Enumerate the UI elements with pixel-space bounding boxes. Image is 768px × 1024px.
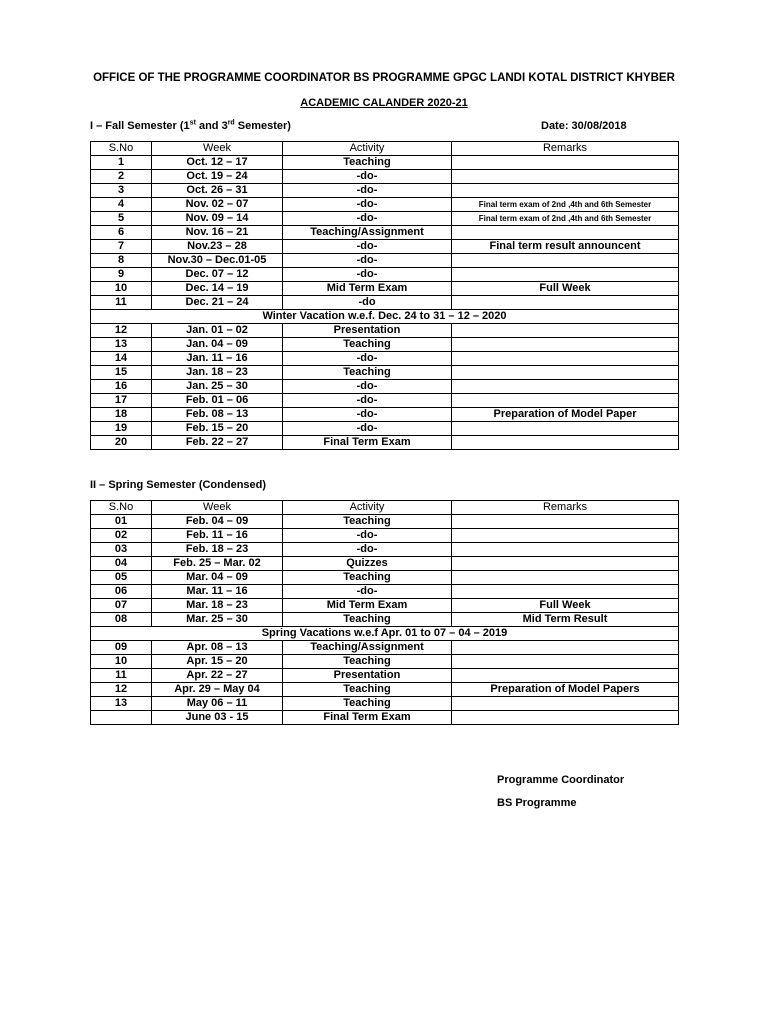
cell-activity: -do-: [283, 240, 452, 254]
cell-activity: Presentation: [283, 669, 452, 683]
cell-remarks: Full Week: [452, 599, 679, 613]
cell-activity: -do-: [283, 268, 452, 282]
vacation-row: [91, 627, 679, 641]
cell-activity: Teaching: [283, 697, 452, 711]
cell-activity: -do-: [283, 543, 452, 557]
cell-sno: 08: [91, 613, 152, 627]
fall-heading-sup1: st: [189, 119, 196, 127]
cell-sno: 18: [91, 408, 152, 422]
cell-week: Mar. 25 – 30: [152, 613, 283, 627]
cell-remarks: [452, 571, 679, 585]
cell-activity: Mid Term Exam: [283, 282, 452, 296]
fall-heading-sup2: rd: [227, 119, 235, 127]
document-date: Date: 30/08/2018: [541, 120, 627, 132]
cell-week: Apr. 22 – 27: [152, 669, 283, 683]
table-row: [91, 599, 679, 613]
table-row: [91, 184, 679, 198]
cell-remarks: [452, 226, 679, 240]
table-header-row: [91, 501, 679, 515]
cell-activity: Teaching: [283, 156, 452, 170]
cell-activity: -do-: [283, 585, 452, 599]
cell-remarks: [452, 156, 679, 170]
vacation-note: Spring Vacations w.e.f Apr. 01 to 07 – 04 – 2019: [91, 627, 679, 641]
cell-sno: 13: [91, 338, 152, 352]
cell-week: Jan. 01 – 02: [152, 324, 283, 338]
cell-activity: Teaching: [283, 571, 452, 585]
office-heading: OFFICE OF THE PROGRAMME COORDINATOR BS PROGRAMME GPGC LANDI KOTAL DISTRICT KHYBER: [93, 72, 675, 84]
cell-activity: -do-: [283, 408, 452, 422]
table-row: [91, 296, 679, 310]
cell-sno: 03: [91, 543, 152, 557]
cell-activity: Mid Term Exam: [283, 599, 452, 613]
cell-remarks: Mid Term Result: [452, 613, 679, 627]
fall-heading-mid: and 3: [195, 120, 228, 132]
cell-remarks: Final term exam of 2nd ,4th and 6th Semester: [452, 212, 679, 226]
cell-sno: 6: [91, 226, 152, 240]
cell-remarks: [452, 296, 679, 310]
table-row: [91, 324, 679, 338]
cell-sno: 13: [91, 697, 152, 711]
col-sno: S.No: [91, 142, 152, 156]
cell-remarks: [452, 394, 679, 408]
cell-week: Feb. 08 – 13: [152, 408, 283, 422]
cell-activity: -do-: [283, 170, 452, 184]
cell-remarks: [452, 641, 679, 655]
cell-sno: 09: [91, 641, 152, 655]
cell-sno: 11: [91, 296, 152, 310]
cell-week: Mar. 04 – 09: [152, 571, 283, 585]
cell-week: Apr. 29 – May 04: [152, 683, 283, 697]
cell-remarks: [452, 366, 679, 380]
cell-remarks: [452, 529, 679, 543]
cell-activity: Teaching/Assignment: [283, 226, 452, 240]
cell-week: Feb. 15 – 20: [152, 422, 283, 436]
cell-week: Nov.30 – Dec.01-05: [152, 254, 283, 268]
cell-activity: -do-: [283, 254, 452, 268]
cell-week: Nov. 16 – 21: [152, 226, 283, 240]
table-row: [91, 156, 679, 170]
table-row: [91, 529, 679, 543]
table-row: [91, 170, 679, 184]
cell-remarks: [452, 380, 679, 394]
cell-week: Nov.23 – 28: [152, 240, 283, 254]
cell-week: Jan. 04 – 09: [152, 338, 283, 352]
cell-week: Feb. 01 – 06: [152, 394, 283, 408]
cell-remarks: [452, 254, 679, 268]
cell-week: Dec. 07 – 12: [152, 268, 283, 282]
cell-week: Mar. 11 – 16: [152, 585, 283, 599]
table-row: [91, 212, 679, 226]
table-row: [91, 585, 679, 599]
cell-sno: 07: [91, 599, 152, 613]
cell-activity: -do-: [283, 394, 452, 408]
cell-remarks: [452, 669, 679, 683]
cell-sno: 8: [91, 254, 152, 268]
col-activity: Activity: [283, 501, 452, 515]
cell-sno: 17: [91, 394, 152, 408]
cell-remarks: [452, 324, 679, 338]
cell-sno: 12: [91, 324, 152, 338]
cell-activity: Final Term Exam: [283, 436, 452, 450]
cell-remarks: [452, 711, 679, 725]
table-row: [91, 254, 679, 268]
cell-remarks: [452, 436, 679, 450]
table-row: [91, 422, 679, 436]
cell-week: Oct. 12 – 17: [152, 156, 283, 170]
table-row: [91, 543, 679, 557]
cell-remarks: [452, 515, 679, 529]
cell-remarks: [452, 268, 679, 282]
cell-activity: Teaching: [283, 683, 452, 697]
cell-week: Dec. 14 – 19: [152, 282, 283, 296]
cell-week: Mar. 18 – 23: [152, 599, 283, 613]
table-row: [91, 557, 679, 571]
cell-week: Feb. 04 – 09: [152, 515, 283, 529]
cell-sno: 10: [91, 655, 152, 669]
cell-week: May 06 – 11: [152, 697, 283, 711]
cell-week: Apr. 15 – 20: [152, 655, 283, 669]
vacation-row: [91, 310, 679, 324]
cell-week: Jan. 18 – 23: [152, 366, 283, 380]
cell-remarks: Full Week: [452, 282, 679, 296]
cell-sno: 06: [91, 585, 152, 599]
cell-sno: 16: [91, 380, 152, 394]
table-row: [91, 268, 679, 282]
cell-sno: 1: [91, 156, 152, 170]
cell-week: Feb. 22 – 27: [152, 436, 283, 450]
cell-sno: 9: [91, 268, 152, 282]
table-row: [91, 697, 679, 711]
cell-sno: 2: [91, 170, 152, 184]
table-row: [91, 641, 679, 655]
cell-activity: Presentation: [283, 324, 452, 338]
cell-activity: -do-: [283, 422, 452, 436]
cell-sno: 5: [91, 212, 152, 226]
table-row: [91, 613, 679, 627]
cell-activity: Teaching: [283, 655, 452, 669]
cell-activity: Teaching: [283, 613, 452, 627]
cell-sno: [91, 711, 152, 725]
cell-sno: 19: [91, 422, 152, 436]
table-row: [91, 394, 679, 408]
table-row: [91, 515, 679, 529]
cell-remarks: Final term exam of 2nd ,4th and 6th Semester: [452, 198, 679, 212]
table-row: [91, 338, 679, 352]
cell-activity: -do-: [283, 212, 452, 226]
cell-remarks: [452, 338, 679, 352]
cell-remarks: [452, 557, 679, 571]
cell-activity: Final Term Exam: [283, 711, 452, 725]
cell-remarks: Final term result announcent: [452, 240, 679, 254]
cell-week: June 03 - 15: [152, 711, 283, 725]
cell-sno: 7: [91, 240, 152, 254]
cell-sno: 20: [91, 436, 152, 450]
cell-activity: Quizzes: [283, 557, 452, 571]
col-remarks: Remarks: [452, 142, 679, 156]
cell-remarks: [452, 585, 679, 599]
cell-activity: Teaching/Assignment: [283, 641, 452, 655]
col-week: Week: [152, 142, 283, 156]
cell-week: Feb. 11 – 16: [152, 529, 283, 543]
cell-activity: -do-: [283, 352, 452, 366]
cell-sno: 02: [91, 529, 152, 543]
cell-sno: 11: [91, 669, 152, 683]
cell-week: Feb. 25 – Mar. 02: [152, 557, 283, 571]
cell-remarks: Preparation of Model Paper: [452, 408, 679, 422]
cell-activity: -do-: [283, 198, 452, 212]
table-row: [91, 711, 679, 725]
cell-week: Apr. 08 – 13: [152, 641, 283, 655]
table-row: [91, 226, 679, 240]
cell-week: Dec. 21 – 24: [152, 296, 283, 310]
cell-sno: 10: [91, 282, 152, 296]
fall-semester-table: [90, 141, 679, 450]
cell-activity: Teaching: [283, 366, 452, 380]
signature-programme: BS Programme: [497, 797, 577, 809]
cell-sno: 14: [91, 352, 152, 366]
table-row: [91, 408, 679, 422]
cell-week: Jan. 11 – 16: [152, 352, 283, 366]
fall-heading-pre: I – Fall Semester (1: [90, 120, 190, 132]
cell-sno: 01: [91, 515, 152, 529]
table-row: [91, 380, 679, 394]
cell-remarks: [452, 170, 679, 184]
cell-activity: -do-: [283, 380, 452, 394]
fall-heading-post: Semester): [234, 120, 291, 132]
cell-sno: 04: [91, 557, 152, 571]
cell-remarks: [452, 352, 679, 366]
cell-remarks: [452, 697, 679, 711]
cell-sno: 4: [91, 198, 152, 212]
cell-week: Oct. 19 – 24: [152, 170, 283, 184]
cell-activity: -do: [283, 296, 452, 310]
cell-remarks: [452, 655, 679, 669]
table-row: [91, 352, 679, 366]
cell-sno: 05: [91, 571, 152, 585]
cell-remarks: [452, 422, 679, 436]
cell-activity: -do-: [283, 184, 452, 198]
spring-semester-table: [90, 500, 679, 725]
table-row: [91, 366, 679, 380]
table-row: [91, 669, 679, 683]
cell-remarks: Preparation of Model Papers: [452, 683, 679, 697]
cell-activity: Teaching: [283, 338, 452, 352]
cell-week: Oct. 26 – 31: [152, 184, 283, 198]
calendar-title: ACADEMIC CALANDER 2020-21: [300, 97, 468, 109]
cell-sno: 12: [91, 683, 152, 697]
cell-remarks: [452, 184, 679, 198]
table-row: [91, 282, 679, 296]
table-header-row: [91, 142, 679, 156]
signature-title: Programme Coordinator: [497, 774, 625, 786]
spring-semester-heading: II – Spring Semester (Condensed): [90, 479, 267, 491]
col-remarks: Remarks: [452, 501, 679, 515]
col-week: Week: [152, 501, 283, 515]
cell-activity: Teaching: [283, 515, 452, 529]
cell-week: Nov. 09 – 14: [152, 212, 283, 226]
cell-activity: -do-: [283, 529, 452, 543]
table-row: [91, 655, 679, 669]
cell-week: Jan. 25 – 30: [152, 380, 283, 394]
table-row: [91, 436, 679, 450]
table-row: [91, 571, 679, 585]
vacation-note: Winter Vacation w.e.f. Dec. 24 to 31 – 12 – 2020: [91, 310, 679, 324]
col-sno: S.No: [91, 501, 152, 515]
table-row: [91, 240, 679, 254]
table-row: [91, 683, 679, 697]
fall-semester-heading: [90, 120, 291, 132]
col-activity: Activity: [283, 142, 452, 156]
table-row: [91, 198, 679, 212]
cell-week: Feb. 18 – 23: [152, 543, 283, 557]
cell-remarks: [452, 543, 679, 557]
cell-week: Nov. 02 – 07: [152, 198, 283, 212]
cell-sno: 3: [91, 184, 152, 198]
cell-sno: 15: [91, 366, 152, 380]
